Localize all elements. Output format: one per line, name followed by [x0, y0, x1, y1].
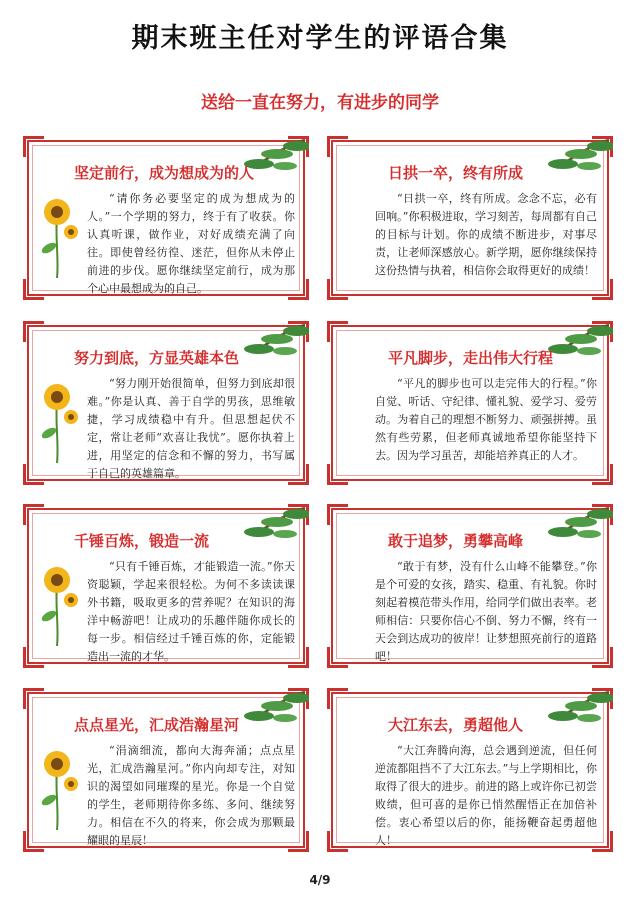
comment-card	[331, 140, 609, 296]
comment-card	[27, 140, 305, 296]
page-number: 4/9	[309, 873, 331, 887]
comment-card	[331, 508, 609, 664]
card-title: 平凡脚步，走出伟大行程	[388, 349, 554, 367]
card-title: 千锤百炼，锻造一流	[74, 532, 210, 550]
frame-corner	[23, 136, 44, 157]
pine-branch-icon	[513, 688, 613, 746]
frame-corner	[23, 464, 44, 485]
frame-corner	[23, 321, 44, 342]
frame-corner	[327, 464, 348, 485]
comment-card	[331, 325, 609, 481]
card-text: “努力刚开始很简单，但努力到底却很难。”你是认真、善于自学的男孩，思维敏捷，学习成绩稳中有升。但思想起伏不定，常让老师“欢喜让我忧”。愿你执着上进，用坚定的信念和不懈的努力，书写属于自己的英雄篇章。	[87, 377, 295, 480]
frame-corner	[23, 504, 44, 525]
page-subtitle: 送给一直在努力，有进步的同学	[201, 93, 439, 113]
frame-corner	[327, 279, 348, 300]
frame-corner	[592, 279, 613, 300]
frame-corner	[592, 464, 613, 485]
frame-corner	[23, 279, 44, 300]
pine-branch-icon	[513, 136, 613, 194]
card-text: “只有千锤百炼，才能锻造一流。”你天资聪颖，学起来很轻松。为何不多读读课外书籍，吸取更多的营养呢？在知识的海洋中畅游吧！让成功的乐趣伴随你成长的每一步。相信经过千锤百炼的你，定能锻造出一流的才华。	[87, 560, 295, 663]
page-title: 期末班主任对学生的评语合集	[131, 23, 509, 54]
card-title: 努力到底，方显英雄本色	[74, 349, 240, 367]
frame-corner	[327, 831, 348, 852]
card-title: 点点星光，汇成浩瀚星河	[74, 716, 240, 734]
frame-corner	[327, 647, 348, 668]
frame-corner	[327, 688, 348, 709]
pine-branch-icon	[209, 504, 309, 562]
frame-corner	[23, 688, 44, 709]
frame-corner	[327, 504, 348, 525]
sunflower-icon	[35, 373, 81, 463]
sunflower-icon	[35, 740, 81, 830]
card-text: “日拱一卒，终有所成。念念不忘，必有回响。”你积极进取，学习刻苦，每周都有自己的目标与计划。你的成绩不断进步，对事尽责，让老师深感放心。新学期，愿你继续保持这份热情与执着，相信你会取得更好的成绩！	[375, 192, 597, 277]
frame-corner	[327, 136, 348, 157]
pine-branch-icon	[513, 504, 613, 562]
sunflower-icon	[35, 188, 81, 278]
card-title: 敢于追梦，勇攀高峰	[388, 532, 524, 550]
comment-card	[331, 692, 609, 848]
card-title: 大江东去，勇超他人	[388, 716, 524, 734]
card-title: 坚定前行，成为想成为的人	[74, 164, 255, 182]
card-text: “平凡的脚步也可以走完伟大的行程。”你自觉、听话、守纪律、懂礼貌、爱学习、爱劳动。为着自己的理想不断努力、顽强拼搏。虽然有些劳累，但老师真诚地希望你能坚持下去。因为学习虽苦，却能培养真正的人才。	[375, 377, 597, 462]
card-text: “请你务必要坚定的成为想成为的人。”一个学期的努力，终于有了收获。你认真听课，做作业，对好成绩充满了向往。即使曾经彷徨、迷茫，但你从未停止前进的步伐。愿你继续坚定前行，成为那个心中最想成为的自己。	[87, 192, 295, 295]
comment-card	[27, 325, 305, 481]
card-text: “涓滴细流，都向大海奔涌；点点星光，汇成浩瀚星河。”你内向却专注，对知识的渴望如同璀璨的星光。你是一个自觉的学生，老师期待你多练、多问、继续努力。相信在不久的将来，你会成为那颗最耀眼的星辰！	[87, 744, 295, 847]
comment-card	[27, 692, 305, 848]
card-text: “敢于有梦，没有什么山峰不能攀登。”你是个可爱的女孩，踏实、稳重、有礼貌。你时刻起着模范带头作用，给同学们做出表率。老师相信：只要你信心不倒、努力不懈，终有一天会到达成功的彼岸！让梦想照亮前行的道路吧！	[375, 560, 597, 663]
card-title: 日拱一卒，终有所成	[388, 164, 524, 182]
comment-card	[27, 508, 305, 664]
frame-corner	[327, 321, 348, 342]
card-text: “大江奔腾向海，总会遇到逆流，但任何逆流都阻挡不了大江东去。”与上学期相比，你取得了很大的进步。前进的路上或许你已初尝败绩，但可喜的是你已悄然醒悟正在加倍补偿。衷心希望以后的你，能扬鞭奋起勇超他人！	[375, 744, 597, 847]
sunflower-icon	[35, 556, 81, 646]
frame-corner	[23, 647, 44, 668]
frame-corner	[23, 831, 44, 852]
